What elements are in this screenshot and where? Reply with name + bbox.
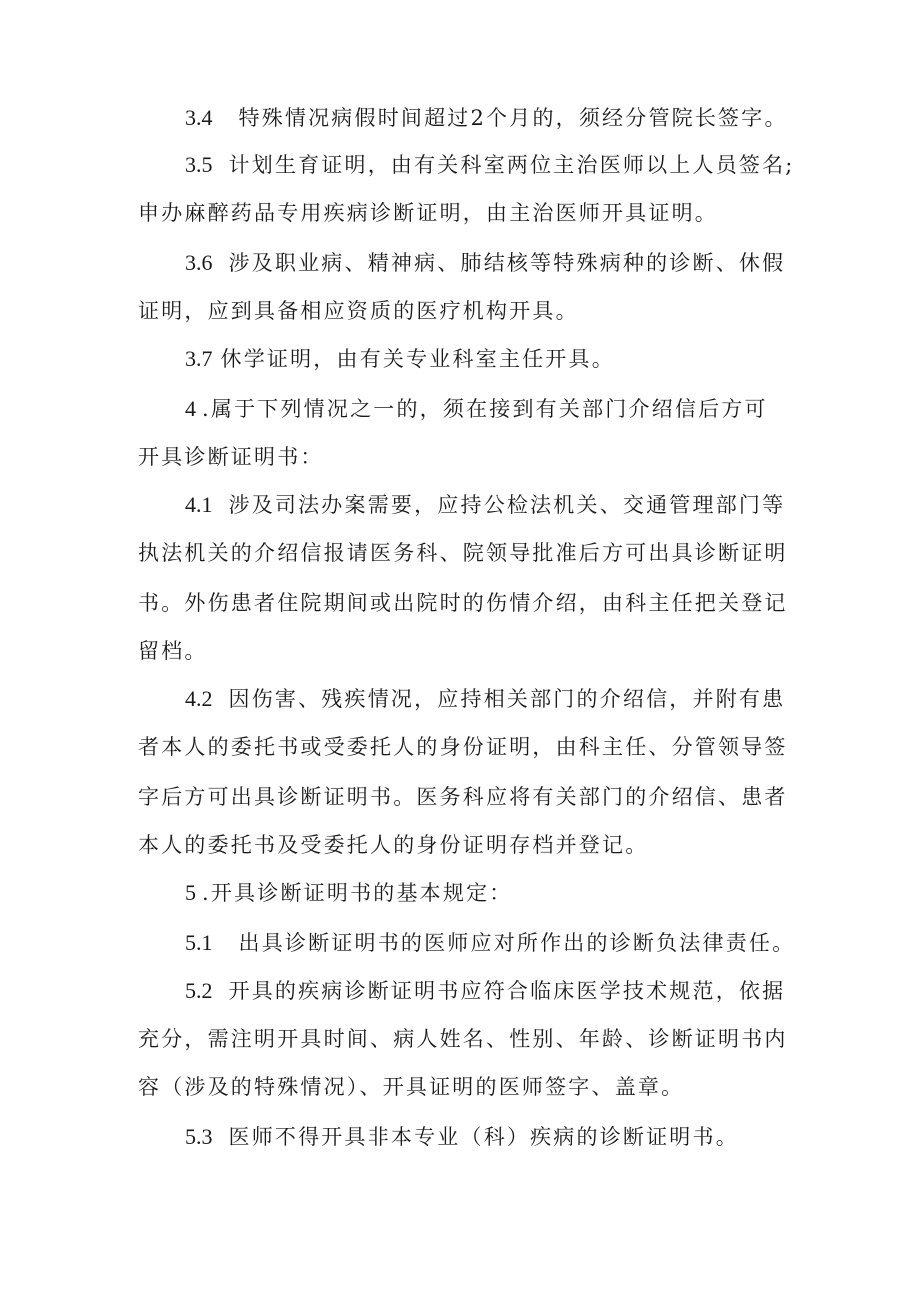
paragraph-text: 涉及司法办案需要，应持公检法机关、交通管理部门等 [228,493,786,517]
paragraph-text: 特殊情况病假时间超过2个月的，须经分管院长签字。 [238,106,788,130]
paragraph-continuation [138,291,579,331]
section-number: 4.1 [185,492,213,517]
paragraph-3-6 [185,243,785,283]
section-number: 3.4 [185,105,213,130]
paragraph-continuation [138,727,788,767]
paragraph-continuation [138,583,788,623]
paragraph-5-2 [185,971,785,1011]
paragraph-continuation [138,1067,684,1107]
paragraph-text: 休学证明，由有关专业科室主任开具。 [220,347,615,371]
paragraph-continuation [138,437,324,477]
section-number: 5 [185,880,196,905]
paragraph-text: 申办麻醉药品专用疾病诊断证明，由主治医师开具证明。 [138,201,718,225]
paragraph-text: 因伤害、残疾情况，应持相关部门的介绍信，并附有患 [228,687,786,711]
section-number: 4.2 [185,686,213,711]
section-number: 5.1 [185,930,213,955]
paragraph-text: 留档。 [138,639,208,663]
paragraph-text: 字后方可出具诊断证明书。医务科应将有关部门的介绍信、患者 [138,785,788,809]
paragraph-5 [185,873,512,913]
paragraph-continuation [138,533,788,573]
paragraph-text: 计划生育证明，由有关科室两位主治医师以上人员签名; [228,153,795,177]
paragraph-continuation [138,777,788,817]
paragraph-4 [185,389,768,429]
paragraph-text: 者本人的委托书或受委托人的身份证明，由科主任、分管领导签 [138,735,788,759]
paragraph-text: 开具的疾病诊断证明书应符合临床医学技术规范，依据 [228,979,786,1003]
section-number: 3.5 [185,152,213,177]
paragraph-text: 证明，应到具备相应资质的医疗机构开具。 [138,299,579,323]
paragraph-text: .属于下列情况之一的，须在接到有关部门介绍信后方可 [202,397,768,421]
paragraph-continuation [138,1019,788,1059]
paragraph-text: 开具诊断证明书： [138,445,324,469]
paragraph-text: .开具诊断证明书的基本规定： [202,881,513,905]
paragraph-3-4 [185,98,788,138]
paragraph-continuation [138,825,648,865]
paragraph-text: 容（涉及的特殊情况）、开具证明的医师签字、盖章。 [138,1075,685,1099]
paragraph-continuation [138,631,208,671]
section-number: 3.7 [185,346,213,371]
paragraph-text: 充分，需注明开具时间、病人姓名、性别、年龄、诊断证明书内 [138,1027,788,1051]
paragraph-text: 出具诊断证明书的医师应对所作出的诊断负法律责任。 [238,931,796,955]
section-number: 5.3 [185,1124,213,1149]
paragraph-text: 本人的委托书及受委托人的身份证明存档并登记。 [138,833,649,857]
section-number: 3.6 [185,250,213,275]
paragraph-text: 涉及职业病、精神病、肺结核等特殊病种的诊断、休假 [228,251,786,275]
section-number: 4 [185,396,196,421]
paragraph-3-5 [185,145,795,185]
paragraph-text: 医师不得开具非本专业（科）疾病的诊断证明书。 [228,1125,739,1149]
paragraph-4-2 [185,679,785,719]
paragraph-text: 执法机关的介绍信报请医务科、院领导批准后方可出具诊断证明 [138,541,788,565]
paragraph-5-3 [185,1117,739,1157]
paragraph-5-1 [185,923,795,963]
section-number: 5.2 [185,978,213,1003]
paragraph-text: 书。外伤患者住院期间或出院时的伤情介绍，由科主任把关登记 [138,591,788,615]
paragraph-continuation [138,193,718,233]
paragraph-3-7 [185,339,615,379]
paragraph-4-1 [185,485,785,525]
